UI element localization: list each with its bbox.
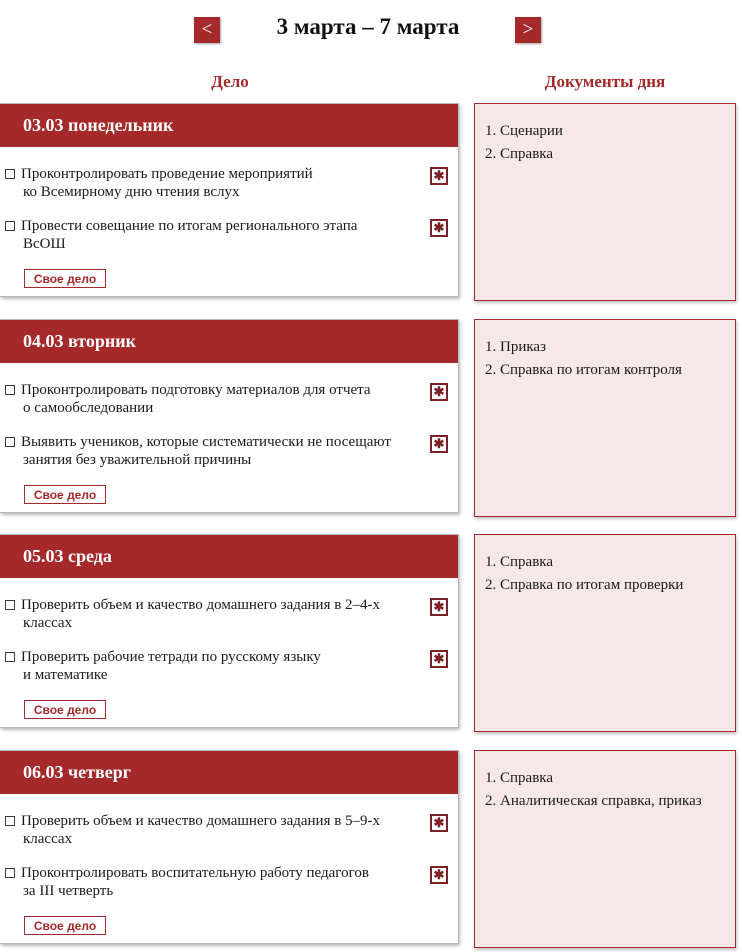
day-header: 06.03 четверг xyxy=(0,751,458,794)
task-checkbox[interactable] xyxy=(5,600,15,610)
day-documents-card xyxy=(474,534,736,732)
day-row xyxy=(0,534,742,732)
task-text: Проверить объем и качество домашнего задания в 5–9-х классах xyxy=(21,813,381,847)
tasks-column-header: Дело xyxy=(211,72,249,91)
task-item xyxy=(5,383,455,423)
task-text: Проконтролировать проведение мероприятий ко Всемирному дню чтения вслух xyxy=(21,166,313,200)
delete-task-icon[interactable]: ✱ xyxy=(430,866,448,884)
add-own-task-button[interactable]: Свое дело xyxy=(24,485,106,504)
next-week-button[interactable]: > xyxy=(515,17,541,43)
task-checkbox[interactable] xyxy=(5,437,15,447)
add-own-task-button[interactable]: Свое дело xyxy=(24,700,106,719)
delete-task-icon[interactable]: ✱ xyxy=(430,219,448,237)
add-own-task-button[interactable]: Свое дело xyxy=(24,916,106,935)
task-text: Проверить объем и качество домашнего задания в 2–4-х классах xyxy=(21,597,381,631)
week-title: 3 марта – 7 марта xyxy=(276,14,460,39)
document-link[interactable]: 1. Справка xyxy=(485,554,553,570)
day-documents-card xyxy=(474,103,736,301)
document-link[interactable]: 2. Справка по итогам проверки xyxy=(485,577,684,593)
prev-week-button[interactable]: < xyxy=(194,17,220,43)
task-checkbox[interactable] xyxy=(5,221,15,231)
add-own-task-button[interactable]: Свое дело xyxy=(24,269,106,288)
task-item xyxy=(5,167,455,207)
document-link[interactable]: 1. Приказ xyxy=(485,339,547,355)
task-checkbox[interactable] xyxy=(5,169,15,179)
document-link[interactable]: 2. Аналитическая справка, приказ xyxy=(485,793,702,809)
document-link[interactable]: 2. Справка по итогам контроля xyxy=(485,362,682,378)
task-checkbox[interactable] xyxy=(5,385,15,395)
day-row xyxy=(0,750,742,948)
task-checkbox[interactable] xyxy=(5,816,15,826)
delete-task-icon[interactable]: ✱ xyxy=(430,650,448,668)
task-text: Проконтролировать подготовку материалов для отчета о самообследовании xyxy=(21,382,371,416)
day-tasks-card xyxy=(0,319,459,513)
day-documents-card xyxy=(474,319,736,517)
task-text: Проверить рабочие тетради по русскому языку и математике xyxy=(21,649,321,683)
task-item xyxy=(5,866,455,906)
delete-task-icon[interactable]: ✱ xyxy=(430,435,448,453)
day-tasks-card xyxy=(0,534,459,728)
document-link[interactable]: 2. Справка xyxy=(485,146,553,162)
documents-list xyxy=(475,320,735,382)
delete-task-icon[interactable]: ✱ xyxy=(430,598,448,616)
day-row xyxy=(0,319,742,517)
delete-task-icon[interactable]: ✱ xyxy=(430,814,448,832)
day-documents-card xyxy=(474,750,736,948)
week-navigation xyxy=(0,14,742,43)
day-header: 03.03 понедельник xyxy=(0,104,458,147)
documents-column-header: Документы дня xyxy=(544,72,666,91)
documents-list xyxy=(475,535,735,597)
task-checkbox[interactable] xyxy=(5,652,15,662)
task-text: Проконтролировать воспитательную работу педагогов за III четверть xyxy=(21,865,369,899)
task-item xyxy=(5,435,455,475)
document-link[interactable]: 1. Справка xyxy=(485,770,553,786)
task-checkbox[interactable] xyxy=(5,868,15,878)
task-item xyxy=(5,219,455,259)
documents-list xyxy=(475,751,735,813)
document-link[interactable]: 1. Сценарии xyxy=(485,123,563,139)
day-tasks-card xyxy=(0,750,459,944)
documents-list xyxy=(475,104,735,166)
task-item xyxy=(5,814,455,854)
delete-task-icon[interactable]: ✱ xyxy=(430,383,448,401)
day-header: 05.03 среда xyxy=(0,535,458,578)
day-header: 04.03 вторник xyxy=(0,320,458,363)
day-row xyxy=(0,103,742,301)
task-text: Провести совещание по итогам регионального этапа ВсОШ xyxy=(21,218,358,252)
task-item xyxy=(5,650,455,690)
task-item xyxy=(5,598,455,638)
day-tasks-card xyxy=(0,103,459,297)
delete-task-icon[interactable]: ✱ xyxy=(430,167,448,185)
task-text: Выявить учеников, которые систематически не посещают занятия без уважительной причины xyxy=(21,434,391,468)
